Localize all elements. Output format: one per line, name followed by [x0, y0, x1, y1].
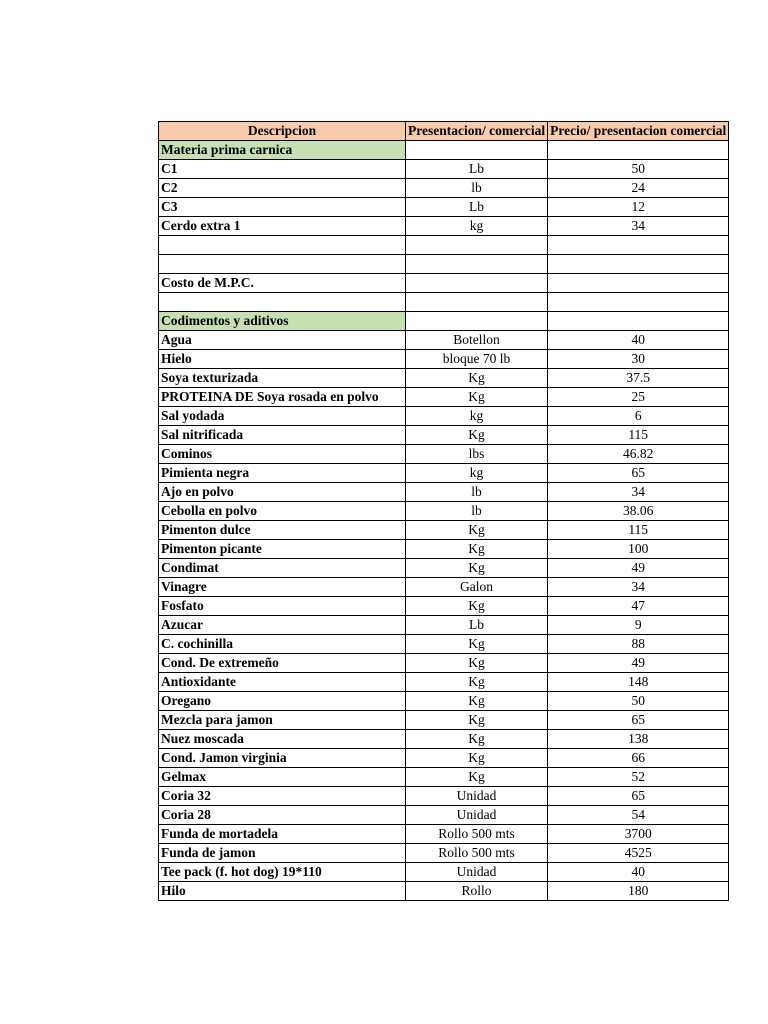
unit-cell[interactable]: kg: [406, 464, 548, 483]
description-cell[interactable]: Codimentos y aditivos: [159, 312, 406, 331]
price-cell[interactable]: 3700: [548, 825, 729, 844]
table-row: [159, 597, 729, 616]
table-row: [159, 179, 729, 198]
table-row: [159, 673, 729, 692]
description-cell[interactable]: Gelmax: [159, 768, 406, 787]
table-row: [159, 654, 729, 673]
table-row: [159, 198, 729, 217]
unit-cell[interactable]: Kg: [406, 597, 548, 616]
table-row: [159, 502, 729, 521]
price-cell[interactable]: 9: [548, 616, 729, 635]
price-cell[interactable]: 6: [548, 407, 729, 426]
description-cell[interactable]: [159, 236, 406, 255]
description-cell[interactable]: Costo de M.P.C.: [159, 274, 406, 293]
unit-cell[interactable]: Kg: [406, 692, 548, 711]
price-cell[interactable]: [548, 293, 729, 312]
description-cell[interactable]: Ajo en polvo: [159, 483, 406, 502]
unit-cell[interactable]: Unidad: [406, 863, 548, 882]
description-cell[interactable]: C. cochinilla: [159, 635, 406, 654]
unit-cell[interactable]: Kg: [406, 749, 548, 768]
table-row: [159, 293, 729, 312]
unit-cell[interactable]: [406, 274, 548, 293]
description-cell[interactable]: Soya texturizada: [159, 369, 406, 388]
description-cell[interactable]: [159, 293, 406, 312]
unit-cell[interactable]: [406, 255, 548, 274]
description-cell[interactable]: Materia prima carnica: [159, 141, 406, 160]
table-row: [159, 559, 729, 578]
description-cell[interactable]: C2: [159, 179, 406, 198]
price-cell[interactable]: 40: [548, 331, 729, 350]
table-row: [159, 711, 729, 730]
description-cell[interactable]: Pimenton picante: [159, 540, 406, 559]
price-cell[interactable]: 138: [548, 730, 729, 749]
table-row: [159, 768, 729, 787]
unit-cell[interactable]: Kg: [406, 768, 548, 787]
price-cell[interactable]: 115: [548, 521, 729, 540]
header-presentacion[interactable]: Presentacion/ comercial: [406, 122, 548, 141]
description-cell[interactable]: Funda de mortadela: [159, 825, 406, 844]
table-row: [159, 369, 729, 388]
price-cell[interactable]: 49: [548, 654, 729, 673]
unit-cell[interactable]: Kg: [406, 654, 548, 673]
price-cell[interactable]: 180: [548, 882, 729, 901]
unit-cell[interactable]: Lb: [406, 198, 548, 217]
table-row: [159, 882, 729, 901]
description-cell[interactable]: Mezcla para jamon: [159, 711, 406, 730]
unit-cell[interactable]: Kg: [406, 521, 548, 540]
price-cell[interactable]: 46.82: [548, 445, 729, 464]
unit-cell[interactable]: [406, 312, 548, 331]
table-row: [159, 863, 729, 882]
table-row: [159, 217, 729, 236]
price-cell[interactable]: 34: [548, 578, 729, 597]
table-row: [159, 806, 729, 825]
table-row: [159, 483, 729, 502]
unit-cell[interactable]: lb: [406, 483, 548, 502]
unit-cell[interactable]: kg: [406, 217, 548, 236]
header-row: [159, 122, 729, 141]
unit-cell[interactable]: Lb: [406, 616, 548, 635]
description-cell[interactable]: Sal yodada: [159, 407, 406, 426]
description-cell[interactable]: Fosfato: [159, 597, 406, 616]
price-cell[interactable]: 65: [548, 711, 729, 730]
unit-cell[interactable]: bloque 70 lb: [406, 350, 548, 369]
table-row: [159, 578, 729, 597]
table-row: [159, 540, 729, 559]
price-cell[interactable]: 65: [548, 464, 729, 483]
table-row: [159, 616, 729, 635]
unit-cell[interactable]: lb: [406, 179, 548, 198]
unit-cell[interactable]: Unidad: [406, 806, 548, 825]
unit-cell[interactable]: kg: [406, 407, 548, 426]
table-row: [159, 787, 729, 806]
description-cell[interactable]: Pimenton dulce: [159, 521, 406, 540]
price-cell[interactable]: 37.5: [548, 369, 729, 388]
table-row: [159, 236, 729, 255]
table-row: [159, 407, 729, 426]
price-cell[interactable]: 115: [548, 426, 729, 445]
table-row: [159, 635, 729, 654]
unit-cell[interactable]: Galon: [406, 578, 548, 597]
unit-cell[interactable]: Rollo: [406, 882, 548, 901]
description-cell[interactable]: Coria 32: [159, 787, 406, 806]
section-row: [159, 141, 729, 160]
unit-cell[interactable]: Kg: [406, 369, 548, 388]
description-cell[interactable]: Cominos: [159, 445, 406, 464]
description-cell[interactable]: Agua: [159, 331, 406, 350]
price-cell[interactable]: 88: [548, 635, 729, 654]
price-cell[interactable]: [548, 141, 729, 160]
description-cell[interactable]: C1: [159, 160, 406, 179]
price-cell[interactable]: 148: [548, 673, 729, 692]
table-row: [159, 749, 729, 768]
price-cell[interactable]: 34: [548, 483, 729, 502]
description-cell[interactable]: Condimat: [159, 559, 406, 578]
description-cell[interactable]: [159, 255, 406, 274]
price-cell[interactable]: 30: [548, 350, 729, 369]
price-cell[interactable]: 49: [548, 559, 729, 578]
table-row: [159, 730, 729, 749]
unit-cell[interactable]: [406, 236, 548, 255]
price-cell[interactable]: 47: [548, 597, 729, 616]
description-cell[interactable]: Vinagre: [159, 578, 406, 597]
table-row: [159, 844, 729, 863]
description-cell[interactable]: Sal nitrificada: [159, 426, 406, 445]
table-row: [159, 274, 729, 293]
price-cell[interactable]: 54: [548, 806, 729, 825]
price-cell[interactable]: 40: [548, 863, 729, 882]
table-row: [159, 388, 729, 407]
unit-cell[interactable]: Rollo 500 mts: [406, 825, 548, 844]
unit-cell[interactable]: Botellon: [406, 331, 548, 350]
description-cell[interactable]: Cebolla en polvo: [159, 502, 406, 521]
unit-cell[interactable]: Kg: [406, 711, 548, 730]
table-row: [159, 825, 729, 844]
table-row: [159, 255, 729, 274]
unit-cell[interactable]: Kg: [406, 673, 548, 692]
table-row: [159, 445, 729, 464]
price-cell[interactable]: 50: [548, 160, 729, 179]
header-precio[interactable]: Precio/ presentacion comercial: [548, 122, 729, 141]
header-descripcion[interactable]: Descripcion: [159, 122, 406, 141]
price-cell[interactable]: 34: [548, 217, 729, 236]
description-cell[interactable]: Azucar: [159, 616, 406, 635]
table-row: [159, 464, 729, 483]
description-cell[interactable]: Coria 28: [159, 806, 406, 825]
price-cell[interactable]: [548, 255, 729, 274]
description-cell[interactable]: Funda de jamon: [159, 844, 406, 863]
description-cell[interactable]: Cond. Jamon virginia: [159, 749, 406, 768]
price-cell[interactable]: 66: [548, 749, 729, 768]
price-cell[interactable]: 50: [548, 692, 729, 711]
unit-cell[interactable]: Unidad: [406, 787, 548, 806]
table-row: [159, 521, 729, 540]
unit-cell[interactable]: lbs: [406, 445, 548, 464]
description-cell[interactable]: Oregano: [159, 692, 406, 711]
price-table: [158, 121, 729, 901]
description-cell[interactable]: Nuez moscada: [159, 730, 406, 749]
price-cell[interactable]: 12: [548, 198, 729, 217]
description-cell[interactable]: Pimienta negra: [159, 464, 406, 483]
price-cell[interactable]: 100: [548, 540, 729, 559]
description-cell[interactable]: Cond. De extremeño: [159, 654, 406, 673]
price-cell[interactable]: [548, 236, 729, 255]
unit-cell[interactable]: Kg: [406, 540, 548, 559]
price-cell[interactable]: 52: [548, 768, 729, 787]
description-cell[interactable]: C3: [159, 198, 406, 217]
description-cell[interactable]: Cerdo extra 1: [159, 217, 406, 236]
unit-cell[interactable]: Rollo 500 mts: [406, 844, 548, 863]
table-row: [159, 692, 729, 711]
price-cell[interactable]: 24: [548, 179, 729, 198]
unit-cell[interactable]: Kg: [406, 426, 548, 445]
unit-cell[interactable]: Kg: [406, 388, 548, 407]
table-row: [159, 350, 729, 369]
price-cell[interactable]: [548, 312, 729, 331]
description-cell[interactable]: Tee pack (f. hot dog) 19*110: [159, 863, 406, 882]
description-cell[interactable]: Hilo: [159, 882, 406, 901]
price-cell[interactable]: 25: [548, 388, 729, 407]
unit-cell[interactable]: Kg: [406, 635, 548, 654]
unit-cell[interactable]: Lb: [406, 160, 548, 179]
price-cell[interactable]: 4525: [548, 844, 729, 863]
price-cell[interactable]: 38.06: [548, 502, 729, 521]
unit-cell[interactable]: [406, 141, 548, 160]
unit-cell[interactable]: lb: [406, 502, 548, 521]
description-cell[interactable]: Antioxidante: [159, 673, 406, 692]
description-cell[interactable]: Hielo: [159, 350, 406, 369]
unit-cell[interactable]: Kg: [406, 559, 548, 578]
table-row: [159, 426, 729, 445]
table-row: [159, 160, 729, 179]
section-row: [159, 312, 729, 331]
unit-cell[interactable]: [406, 293, 548, 312]
table-row: [159, 331, 729, 350]
unit-cell[interactable]: Kg: [406, 730, 548, 749]
price-cell[interactable]: [548, 274, 729, 293]
price-cell[interactable]: 65: [548, 787, 729, 806]
description-cell[interactable]: PROTEINA DE Soya rosada en polvo: [159, 388, 406, 407]
